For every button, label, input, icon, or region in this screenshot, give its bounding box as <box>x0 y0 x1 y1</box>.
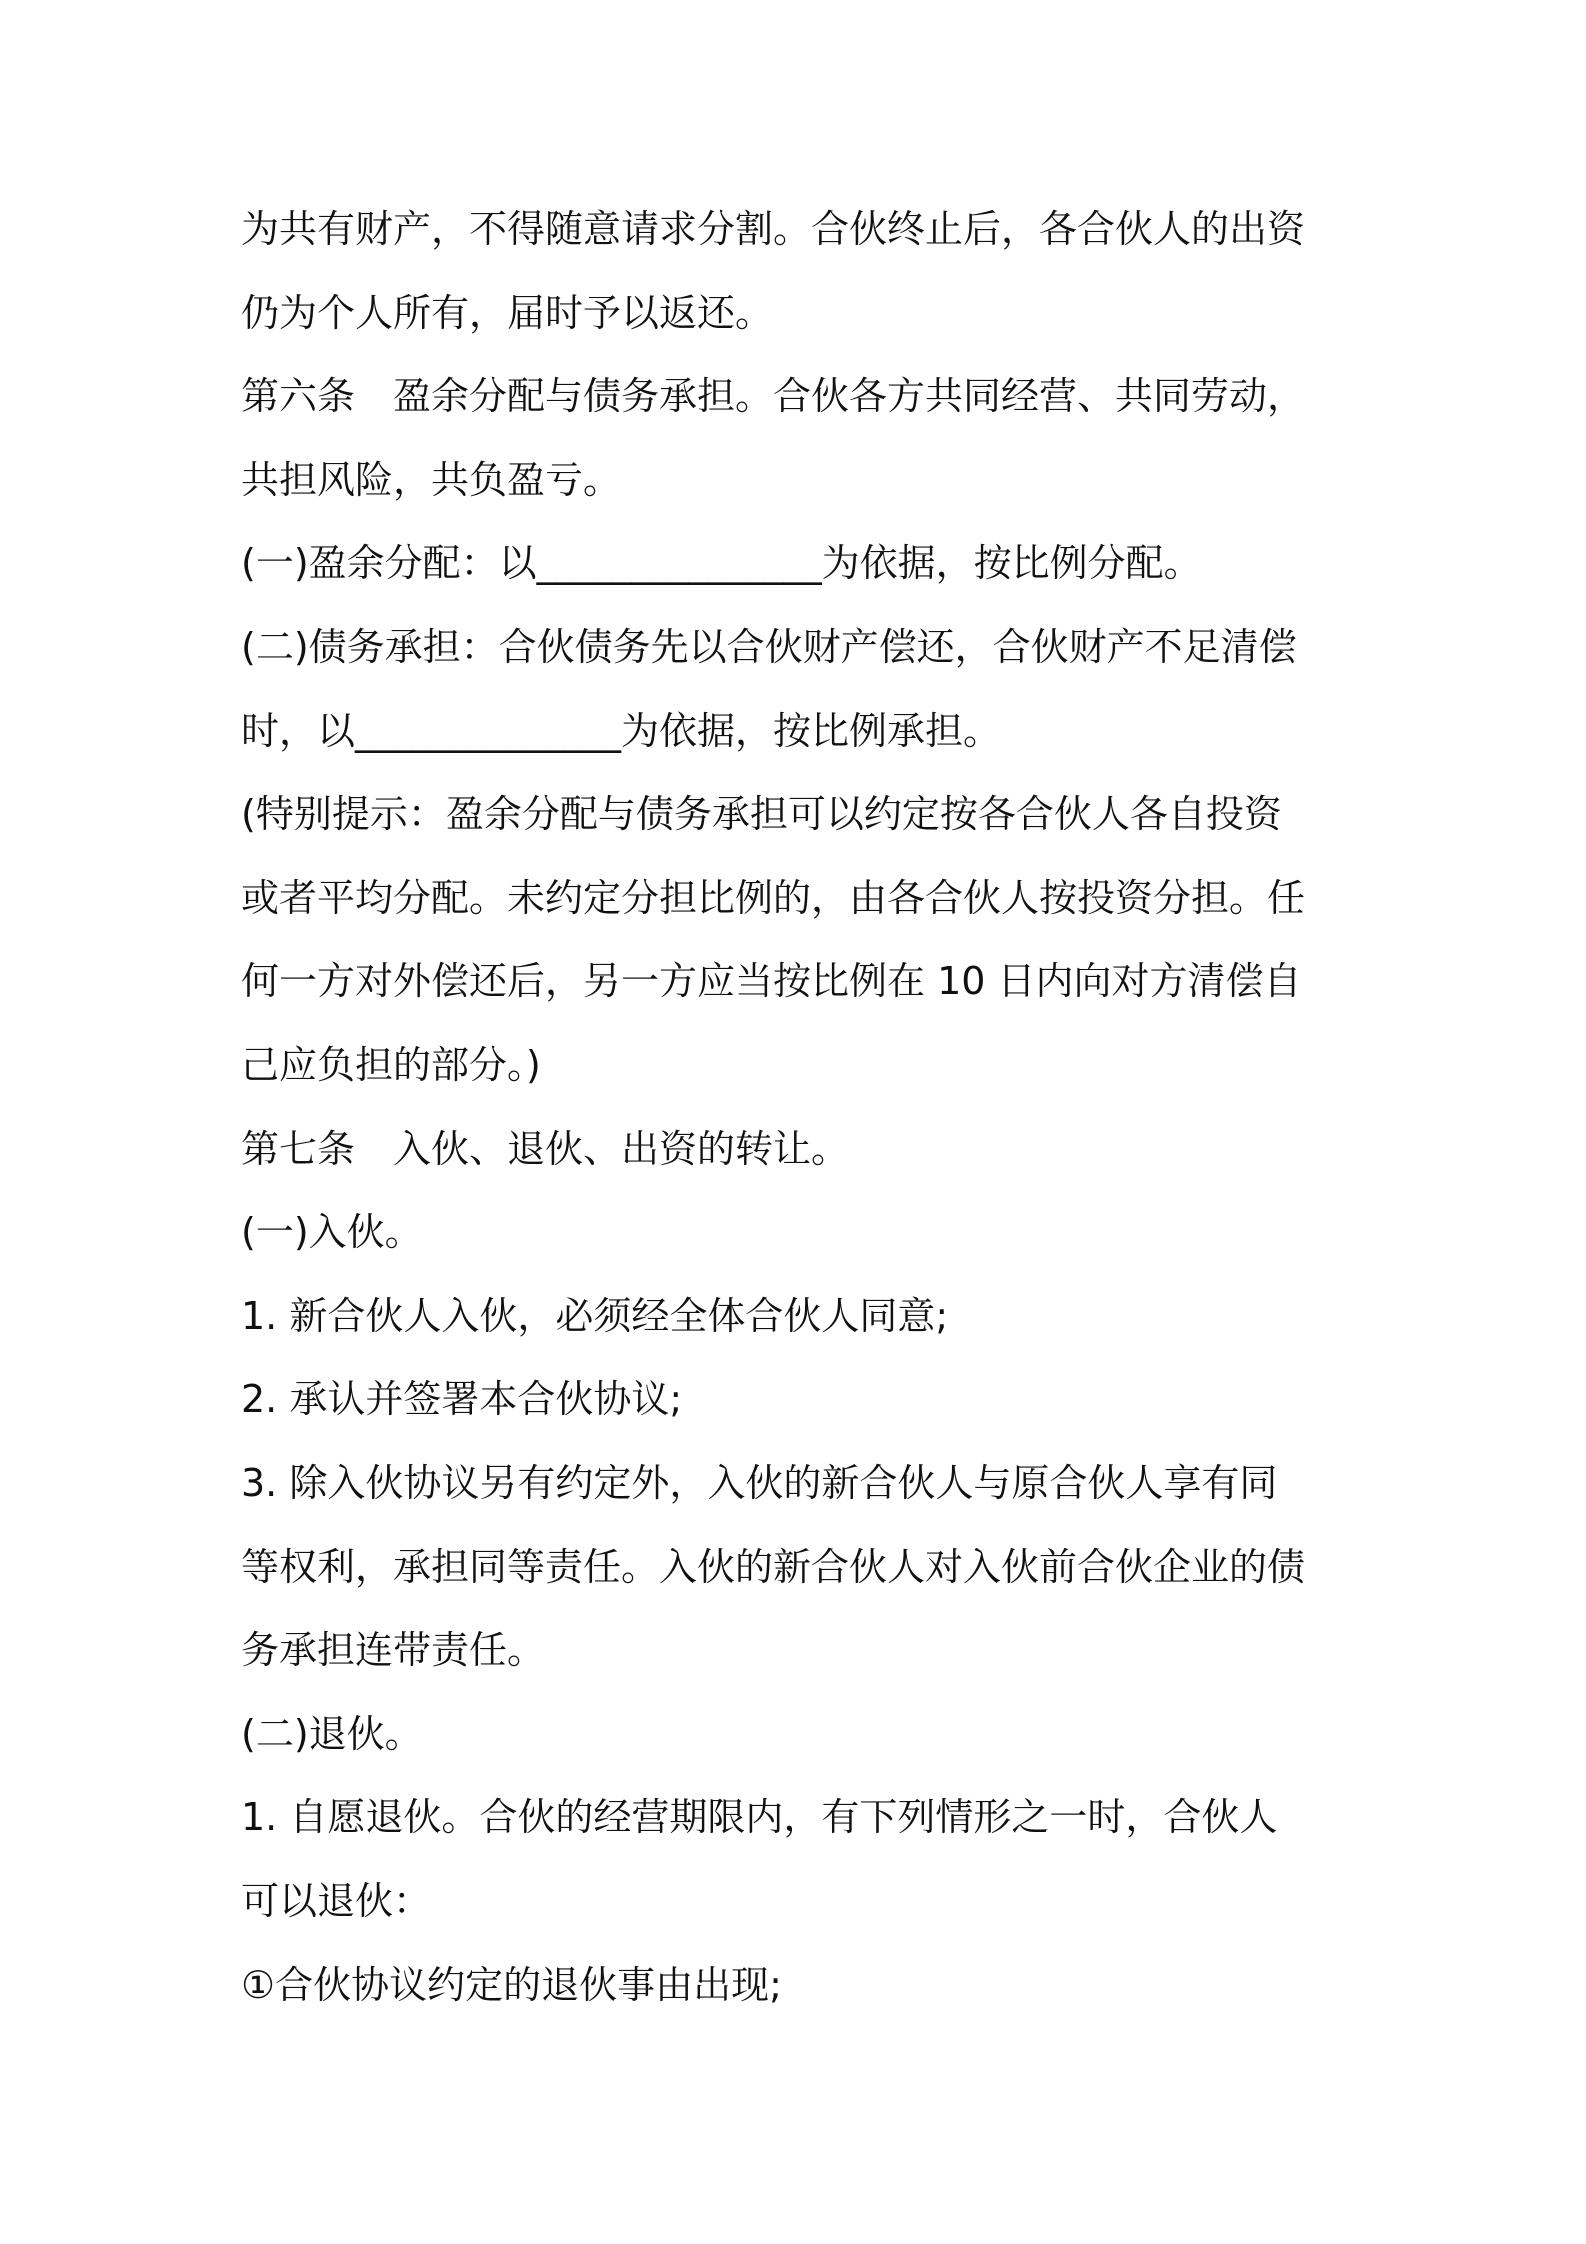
article-6-heading: 第六条 盈余分配与债务承担。合伙各方共同经营、共同劳动， <box>241 374 1306 418</box>
admission-item-1: 1. 新合伙人入伙，必须经全体合伙人同意; <box>241 1294 949 1338</box>
section-admission-heading: (一)入伙。 <box>241 1210 423 1254</box>
admission-item-2: 2. 承认并签署本合伙协议; <box>241 1377 683 1421</box>
special-note-line-2: 或者平均分配。未约定分担比例的，由各合伙人按投资分担。任 <box>241 876 1306 920</box>
section-withdrawal-heading: (二)退伙。 <box>241 1712 423 1756</box>
text-line-4: 共担风险，共负盈亏。 <box>241 458 622 502</box>
text-line-2: 仍为个人所有，届时予以返还。 <box>241 291 774 335</box>
article-7-heading: 第七条 入伙、退伙、出资的转让。 <box>241 1127 850 1171</box>
withdrawal-item-1-line-1: 1. 自愿退伙。合伙的经营期限内，有下列情形之一时，合伙人 <box>241 1795 1278 1839</box>
text-line-7: 时，以______________为依据，按比例承担。 <box>241 709 1002 753</box>
withdrawal-item-1-line-2: 可以退伙： <box>241 1879 432 1923</box>
admission-item-3-line-3: 务承担连带责任。 <box>241 1628 546 1672</box>
special-note-line-4: 己应负担的部分。) <box>241 1043 541 1087</box>
withdrawal-subitem-1: ①合伙协议约定的退伙事由出现; <box>241 1963 782 2007</box>
debt-bearing-clause: (二)债务承担：合伙债务先以合伙财产偿还，合伙财产不足清偿 <box>241 625 1297 669</box>
text-line-1: 为共有财产，不得随意请求分割。合伙终止后，各合伙人的出资 <box>241 207 1306 251</box>
special-note-line-3: 何一方对外偿还后，另一方应当按比例在 10 日内向对方清偿自 <box>241 959 1302 1003</box>
profit-distribution-clause: (一)盈余分配：以_______________为依据，按比例分配。 <box>241 541 1202 585</box>
admission-item-3-line-1: 3. 除入伙协议另有约定外，入伙的新合伙人与原合伙人享有同 <box>241 1461 1278 1505</box>
admission-item-3-line-2: 等权利，承担同等责任。入伙的新合伙人对入伙前合伙企业的债 <box>241 1545 1306 1589</box>
special-note-line-1: (特别提示：盈余分配与债务承担可以约定按各合伙人各自投资 <box>241 792 1282 836</box>
